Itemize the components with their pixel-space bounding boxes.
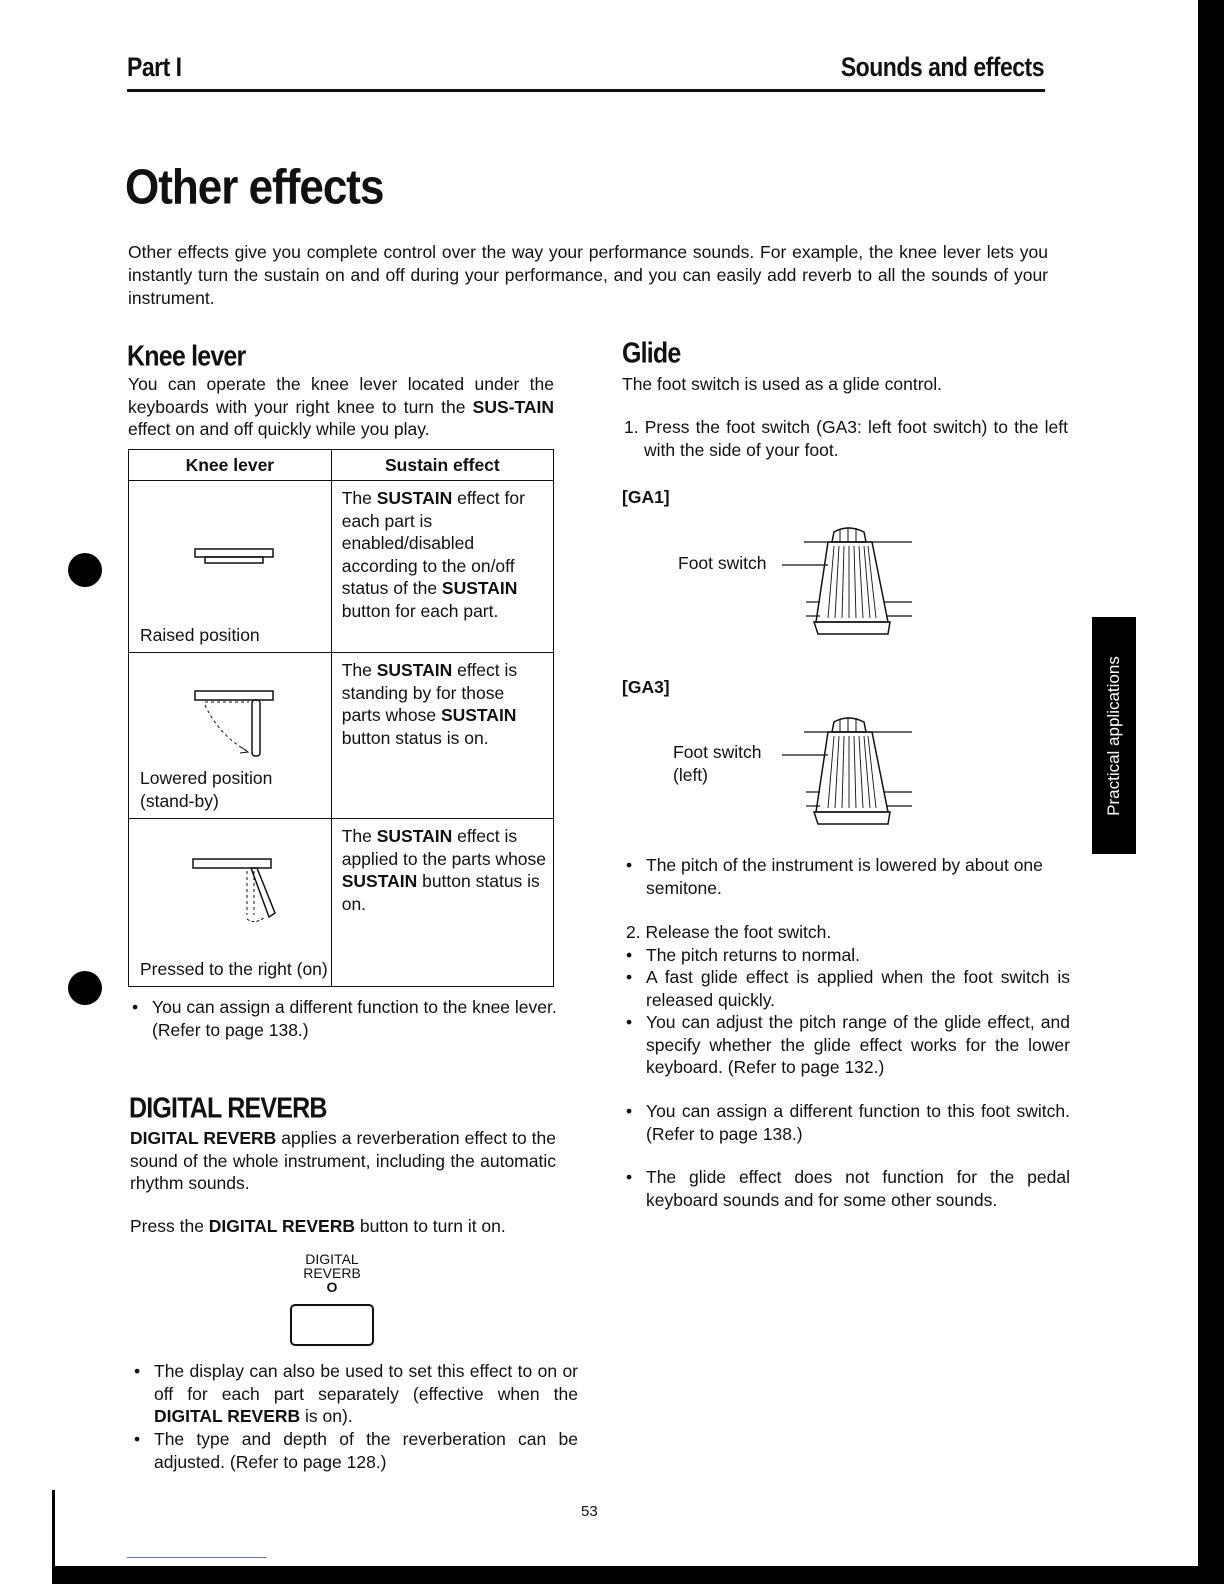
table-header-sustain-effect: Sustain effect xyxy=(331,450,553,481)
sustain-lowered-text: The SUSTAIN effect is standing by for those parts whose SUSTAIN button status is on. xyxy=(331,653,553,819)
digital-reverb-button-label: DIGITAL REVERB O xyxy=(290,1252,374,1294)
page-number: 53 xyxy=(581,1503,598,1520)
glide-intro: The foot switch is used as a glide control. xyxy=(622,374,943,394)
digital-reverb-text: DIGITAL REVERB applies a reverberation effect to the sound of the whole instrument, including the automatic rhythm sounds. xyxy=(130,1128,556,1193)
page-title: Other effects xyxy=(125,160,384,215)
ga3-label: [GA3] xyxy=(622,677,670,697)
glide-bullet-2: • The pitch returns to normal. xyxy=(626,945,860,965)
glide-step-1: 1. Press the foot switch (GA3: left foot switch) to the left with the side of your foot. xyxy=(624,417,1068,460)
knee-pressed-caption: Pressed to the right (on) xyxy=(140,958,328,979)
side-tab: Practical applications xyxy=(1092,617,1136,854)
punch-hole-bottom xyxy=(68,971,102,1005)
digital-reverb-instruction: Press the DIGITAL REVERB button to turn it on. xyxy=(130,1216,506,1236)
reverb-led-icon: O xyxy=(326,1279,338,1295)
digital-reverb-bullet-1: • The display can also be used to set this effect to on or off for each part separately (effective when the DIGITAL REVERB is on). xyxy=(134,1361,578,1426)
knee-lever-table xyxy=(128,449,554,987)
glide-step-2: 2. Release the foot switch. xyxy=(626,922,832,942)
glide-bullet-6: • The glide effect does not function for the pedal keyboard sounds and for some other sounds. xyxy=(626,1167,1070,1210)
sustain-raised-text: The SUSTAIN effect for each part is enabled/disabled according to the on/off status of the SUSTAIN button for each part. xyxy=(331,481,553,653)
intro-paragraph: Other effects give you complete control over the way your performance sounds. For example, the knee lever lets you instantly turn the sustain on and off during your performance, and you can easily add reverb to all the sounds of your instrument. xyxy=(128,242,1048,308)
foot-switch-ga1-icon xyxy=(776,522,916,642)
ga1-label: [GA1] xyxy=(622,487,670,507)
glide-bullet-5: • You can assign a different function to this foot switch. (Refer to page 138.) xyxy=(626,1101,1070,1144)
table-row xyxy=(129,653,554,819)
page-edge-right xyxy=(1198,0,1224,1584)
knee-lever-heading: Knee lever xyxy=(127,340,246,373)
knee-pressed-cell xyxy=(129,819,332,987)
page-edge-left xyxy=(52,1490,55,1566)
digital-reverb-button[interactable] xyxy=(290,1304,374,1346)
glide-bullet-1: • The pitch of the instrument is lowered by about one semitone. xyxy=(626,855,1043,898)
glide-bullet-3: • A fast glide effect is applied when the foot switch is released quickly. xyxy=(626,967,1070,1010)
table-row xyxy=(129,819,554,987)
digital-reverb-heading: DIGITAL REVERB xyxy=(129,1092,327,1125)
knee-lever-lowered-icon xyxy=(189,685,289,765)
foot-switch-ga3-icon xyxy=(776,712,916,832)
glide-heading: Glide xyxy=(622,337,681,370)
table-row xyxy=(129,481,554,653)
punch-hole-top xyxy=(68,553,102,587)
footer-line xyxy=(127,1557,267,1558)
header-rule xyxy=(127,89,1045,92)
knee-lowered-cell xyxy=(129,653,332,819)
knee-lever-note: • You can assign a different function to the knee lever. (Refer to page 138.) xyxy=(132,997,557,1040)
header-part: Part I xyxy=(127,52,182,82)
knee-lever-pressed-icon xyxy=(187,855,287,935)
ga3-caption: Foot switch (left) xyxy=(673,742,762,785)
ga1-caption: Foot switch xyxy=(678,553,767,573)
page-edge-bottom xyxy=(52,1566,1224,1584)
glide-bullet-4: • You can adjust the pitch range of the glide effect, and specify whether the glide effect works for the lower keyboard. (Refer to page 132.) xyxy=(626,1012,1070,1077)
digital-reverb-bullet-2: • The type and depth of the reverberation can be adjusted. (Refer to page 128.) xyxy=(134,1429,578,1472)
knee-lever-text: You can operate the knee lever located under the keyboards with your right knee to turn the SUS-TAIN effect on and off quickly while you play. xyxy=(128,374,554,439)
knee-lowered-caption: Lowered position (stand-by) xyxy=(140,768,273,811)
knee-raised-caption: Raised position xyxy=(140,624,260,645)
table-header-knee-lever: Knee lever xyxy=(129,450,332,481)
header-section: Sounds and effects xyxy=(840,52,1044,82)
sustain-pressed-text: The SUSTAIN effect is applied to the parts whose SUSTAIN button status is on. xyxy=(331,819,553,987)
knee-raised-cell xyxy=(129,481,332,653)
knee-lever-raised-icon xyxy=(189,541,279,571)
